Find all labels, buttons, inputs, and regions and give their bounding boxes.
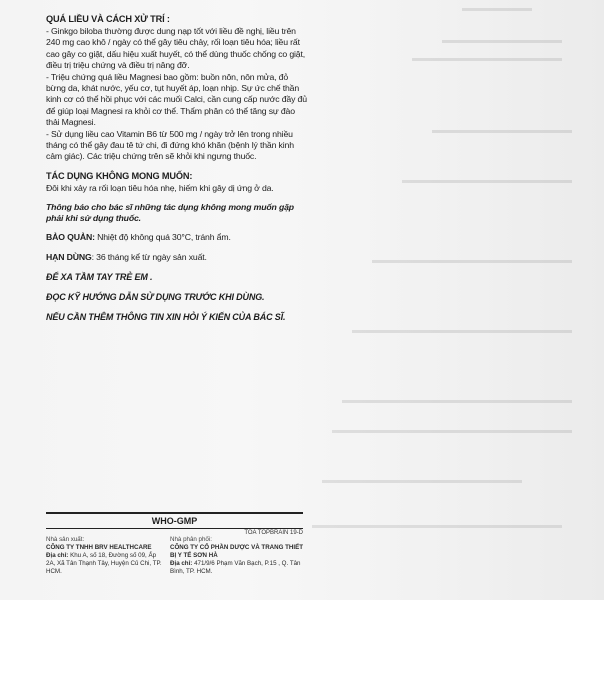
manufacturer-address-label: Địa chỉ: — [46, 552, 69, 559]
side-effects-section — [46, 171, 308, 225]
who-gmp-band — [46, 512, 303, 536]
shelf-life-text: : 36 tháng kể từ ngày sản xuất. — [91, 251, 207, 262]
distributor-address-text: 471/9/6 Phạm Văn Bạch, P.15 , Q. Tân Bình, TP. HCM. — [170, 560, 301, 575]
warning-read-instructions: ĐỌC KỸ HƯỚNG DẪN SỬ DỤNG TRƯỚC KHI DÙNG. — [46, 292, 265, 303]
overdose-section — [46, 14, 308, 163]
who-gmp-label: WHO-GMP — [151, 515, 198, 526]
side-effects-text: Đôi khi xảy ra rối loạn tiêu hóa nhẹ, hiếm khi gây dị ứng ở da. — [46, 182, 274, 193]
shelf-life-line — [46, 252, 308, 263]
leaflet-code: TOA TOPBRAIN 19-D — [46, 528, 303, 536]
overdose-heading: QUÁ LIỀU VÀ CÁCH XỬ TRÍ : — [46, 14, 170, 24]
storage-text: Nhiệt độ không quá 30°C, tránh ẩm. — [94, 232, 231, 243]
overdose-ginkgo: - Ginkgo biloba thường được dung nạp tốt với liều đề nghị, liều trên 240 mg cao khô / ngày có thể gây tiêu chảy, rối loạn tiêu hóa; liều rất cao gây co giật, dấu hiệu xuất huyết, có thể dùng thuốc chống co giật, điều trị triệu chứng và điều trị nâng đỡ. — [46, 26, 306, 70]
distributor-label: Nhà phân phối: — [170, 536, 212, 543]
shelf-life-label: HẠN DÙNG — [46, 251, 92, 262]
warning-ask-doctor: NẾU CẦN THÊM THÔNG TIN XIN HỎI Ý KIẾN CỦA BÁC SĨ. — [46, 312, 286, 323]
side-effects-notice: Thông báo cho bác sĩ những tác dụng không mong muốn gặp phải khi sử dụng thuốc. — [46, 202, 294, 224]
overdose-magnesium: - Triệu chứng quá liều Magnesi bao gồm: buồn nôn, nôn mửa, đỏ bừng da, khát nước, yếu cơ, tụt huyết áp, loạn nhịp. Sự ức chế thần kinh cơ có thể hồi phục với các muối Calci, cần cung cấp nước đầy đủ để giúp loại Magnesi ra khỏi cơ thể. Thẩm phân có thể tăng sự đào thải Magnesi. — [46, 72, 307, 127]
distributor-company: CÔNG TY CỔ PHẦN DƯỢC VÀ TRANG THIẾT BỊ Y TẾ SƠN HÀ — [170, 544, 304, 559]
leaflet-text-column — [46, 14, 308, 323]
manufacturer-block — [46, 536, 164, 576]
distributor-address — [170, 560, 306, 576]
warning-keep-away-children: ĐỂ XA TẦM TAY TRẺ EM . — [46, 271, 153, 282]
distributor-block — [170, 536, 306, 576]
manufacturer-address-text: Khu A, số 18, Đường số 09, Ấp 2A, Xã Tân Thạnh Tây, Huyện Củ Chi, TP. HCM. — [46, 552, 162, 575]
storage-line — [46, 232, 308, 243]
manufacturer-company: CÔNG TY TNHH BRV HEALTHCARE — [46, 544, 152, 551]
manufacturer-address — [46, 552, 164, 576]
distributor-address-label: Địa chỉ: — [170, 560, 193, 567]
storage-label: BẢO QUẢN: — [46, 232, 95, 243]
manufacturer-label: Nhà sản xuất: — [46, 536, 85, 543]
side-effects-heading: TÁC DỤNG KHÔNG MONG MUỐN: — [46, 170, 193, 181]
overdose-vitamin-b6: - Sử dụng liều cao Vitamin B6 từ 500 mg / ngày trở lên trong nhiều tháng có thể gây đau tê tứ chi, đi đứng khó khăn (bệnh lý thần kinh cảm giác). Các triệu chứng trên sẽ khỏi khi ngưng thuốc. — [46, 129, 294, 162]
show-through-text — [312, 0, 604, 600]
